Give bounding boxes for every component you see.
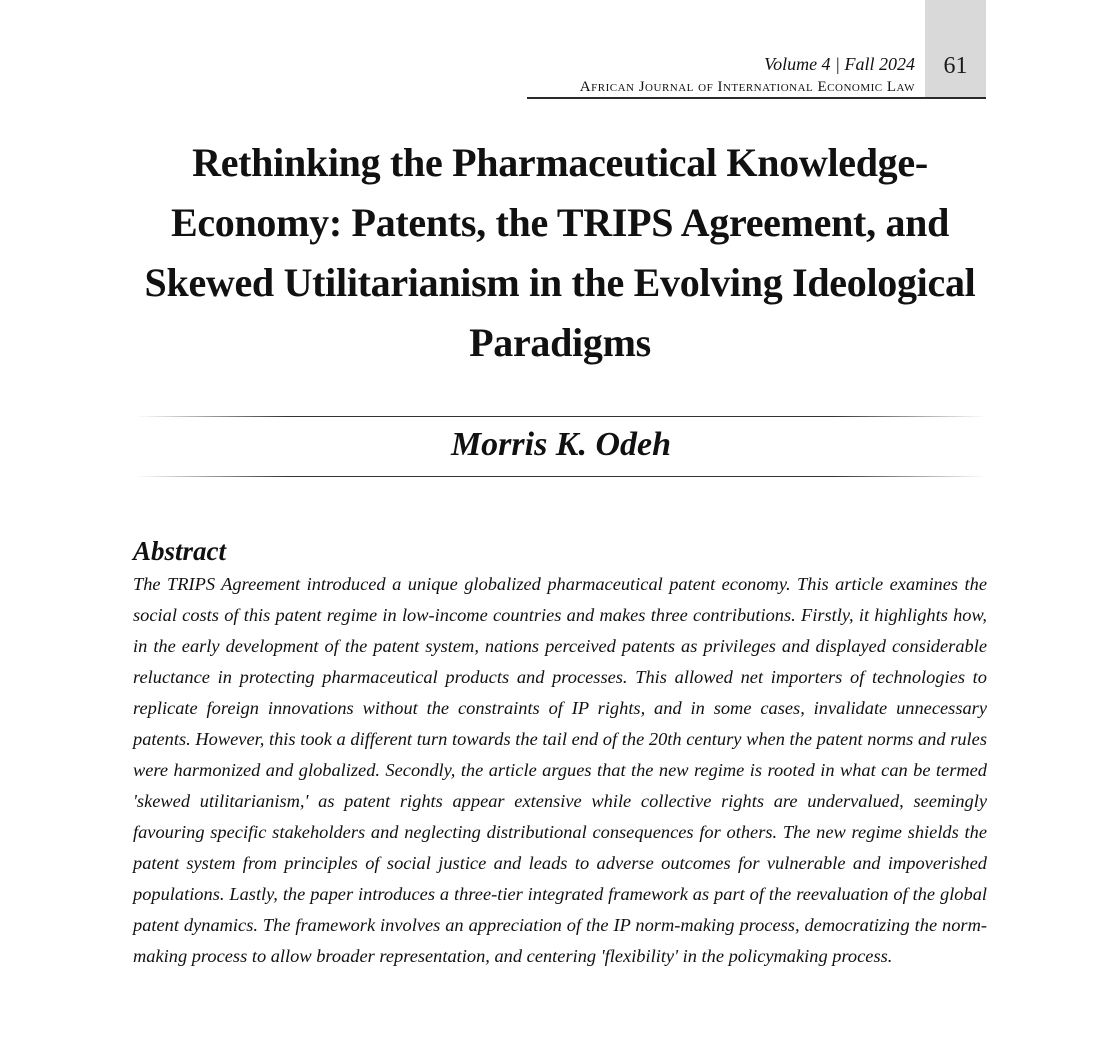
article-title: Rethinking the Pharmaceutical Knowledge-Economy: Patents, the TRIPS Agreement, and Skewed Utilitarianism in the Evolving Ideological Paradigms — [144, 140, 976, 365]
running-header — [580, 53, 915, 96]
abstract-heading: Abstract — [133, 536, 227, 566]
abstract-text: The TRIPS Agreement introduced a unique globalized pharmaceutical patent economy. This article examines the social costs of this patent regime in low-income countries and makes three contributions. Firstly, it highlights how, in the early development of the patent system, nations perceived patents as privileges and displayed considerable reluctance in protecting pharmaceutical products and processes. This allowed net importers of technologies to replicate foreign innovations without the constraints of IP rights, and in some cases, invalidate unnecessary patents. However, this took a different turn towards the tail end of the 20th century when the patent norms and rules were harmonized and globalized. Secondly, the article argues that the new regime is rooted in what can be termed 'skewed utilitarianism,' as patent rights appear extensive while collective rights are undervalued, seemingly favouring specific stakeholders and neglecting distributional consequences for others. The new regime shields the patent system from principles of social justice and leads to adverse outcomes for vulnerable and impoverished populations. Lastly, the paper introduces a three-tier integrated framework as part of the reevaluation of the global patent dynamics. The framework involves an appreciation of the IP norm-making process, democratizing the norm-making process to allow broader representation, and centering 'flexibility' in the policymaking process. — [133, 574, 987, 966]
volume-issue: Volume 4 | Fall 2024 — [764, 54, 915, 74]
page-number-tab — [925, 0, 986, 98]
page-number: 61 — [943, 53, 968, 79]
header-rule — [527, 97, 986, 99]
journal-name: African Journal of International Economic Law — [579, 79, 915, 95]
author-top-rule — [136, 416, 986, 417]
author-bottom-rule — [136, 476, 986, 477]
author-name: Morris K. Odeh — [450, 426, 672, 463]
